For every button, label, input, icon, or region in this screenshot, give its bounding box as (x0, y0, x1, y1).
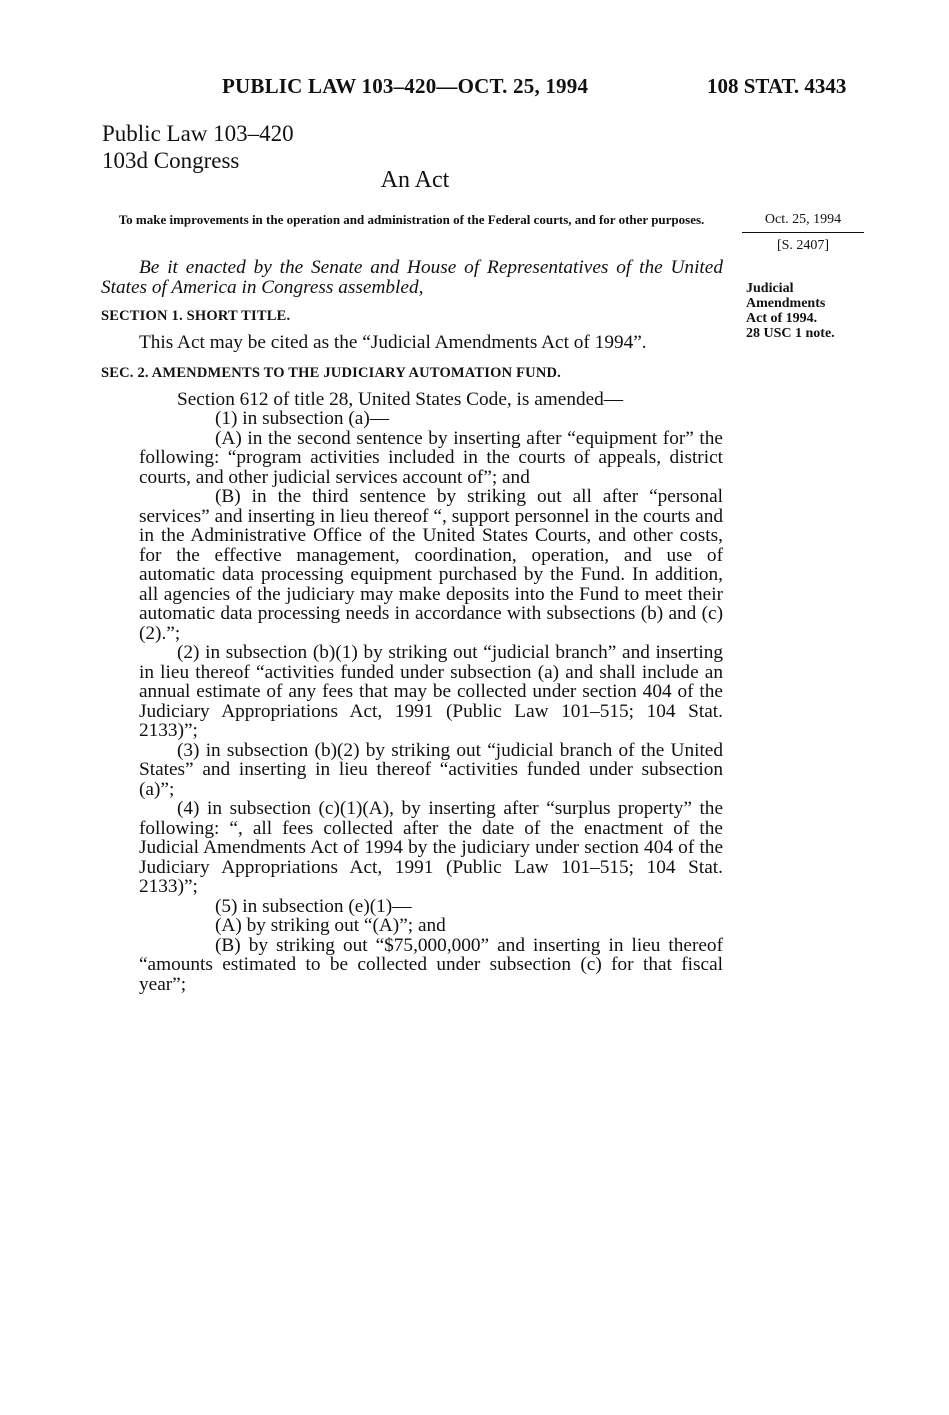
section-1-text: This Act may be cited as the “Judicial Amendments Act of 1994”. (139, 331, 647, 353)
congress-number: 103d Congress (102, 148, 240, 173)
section-2-intro: Section 612 of title 28, United States Code, is amended— (177, 388, 624, 410)
margin-note-line: Judicial (746, 281, 794, 296)
act-body (101, 258, 723, 994)
paragraph-5-B: (B) by striking out “$75,000,000” and inserting in lieu thereof “amounts estimated to be collected under subsection (c) for that fiscal year”; (139, 934, 723, 995)
paragraph-2: (2) in subsection (b)(1) by striking out “judicial branch” and inserting in lieu thereof “activities funded under subsection (a) and shall include an annual estimate of any fees that may be collected under section 404 of the Judiciary Appropriations Act, 1991 (Public Law 101–515; 104 Stat. 2133)”; (139, 642, 723, 741)
public-law-number: Public Law 103–420 (102, 121, 294, 146)
paragraph-5: (5) in subsection (e)(1)— (215, 895, 412, 917)
margin-bill-number: [S. 2407] (776, 238, 830, 253)
margin-note-line: Act of 1994. (746, 311, 818, 326)
section-2-heading: SEC. 2. AMENDMENTS TO THE JUDICIARY AUTOMATION FUND. (101, 365, 561, 381)
running-head (0, 74, 949, 104)
act-purpose: To make improvements in the operation and administration of the Federal courts, and for other purposes. (118, 212, 705, 227)
statute-page-number: 108 STAT. 4343 (707, 74, 847, 98)
margin-note-line: 28 USC 1 note. (746, 326, 835, 341)
paragraph-3: (3) in subsection (b)(2) by striking out “judicial branch of the United States” and inserting in lieu thereof “activities funded under subsection (a)”; (139, 739, 723, 800)
paragraph-1-A: (A) in the second sentence by inserting after “equipment for” the following: “program activities included in the courts of appeals, district courts, and other judicial services account of”; and (139, 427, 723, 488)
paragraph-1-B: (B) in the third sentence by striking out all after “personal services” and inserting in lieu thereof “, support personnel in the courts and in the Administrative Office of the United States Courts, and other costs, for the effective management, coordination, operation, and use of automatic data processing equipment purchased by the Fund. In addition, all agencies of the judiciary may make deposits into the Fund to meet their automatic data processing needs in accordance with subsections (b) and (c)(2).”; (139, 486, 723, 644)
paragraph-5-A: (A) by striking out “(A)”; and (215, 915, 446, 936)
act-heading: An Act (380, 167, 450, 193)
margin-note (746, 281, 835, 341)
paragraph-1: (1) in subsection (a)— (215, 408, 390, 429)
margin-note-line: Amendments (746, 296, 826, 311)
running-head-title: PUBLIC LAW 103–420—OCT. 25, 1994 (222, 74, 589, 98)
margin-date: Oct. 25, 1994 (742, 210, 864, 233)
margin-date-block (742, 210, 864, 255)
paragraph-4: (4) in subsection (c)(1)(A), by inserting after “surplus property” the following: “, all fees collected after the date of the enactment of the Judicial Amendments Act of 1994 by the judiciary under section 404 of the Judiciary Appropriations Act, 1991 (Public Law 101–515; 104 Stat. 2133)”; (139, 798, 723, 897)
law-identifier (102, 120, 294, 174)
enacting-clause: Be it enacted by the Senate and House of Representatives of the United States of America in Congress assembled, (101, 257, 723, 298)
section-1-heading: SECTION 1. SHORT TITLE. (101, 308, 291, 324)
